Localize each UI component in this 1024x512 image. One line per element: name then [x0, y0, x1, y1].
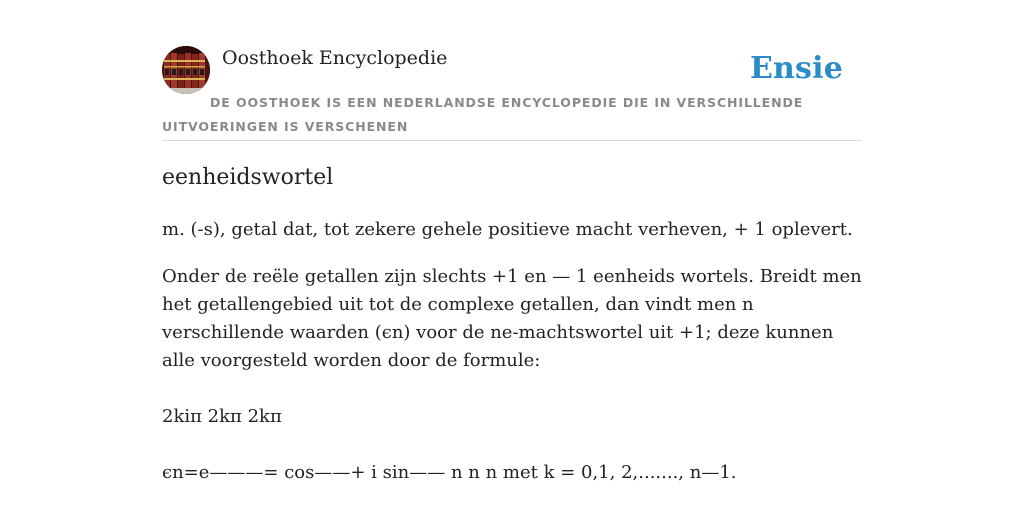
definition-paragraph: m. (-s), getal dat, tot zekere gehele positieve macht verheven, + 1 oplevert.	[162, 219, 853, 240]
books-icon	[162, 46, 210, 94]
formula-numerator-line: 2kiπ 2kπ 2kπ	[162, 406, 282, 427]
site-tagline: DE OOSTHOEK IS EEN NEDERLANDSE ENCYCLOPEDIE DIE IN VERSCHILLENDE UITVOERINGEN IS VERSCHENEN	[162, 95, 804, 134]
site-header	[162, 46, 862, 141]
site-title[interactable]: Oosthoek Encyclopedie	[222, 47, 448, 69]
formula-main-line: ϵn=e———= cos——+ i sin—— n n n met k = 0,1, 2,......., n—1.	[162, 462, 737, 483]
article-title: eenheidswortel	[162, 165, 334, 190]
brand-logo-link[interactable]: Ensie	[749, 51, 843, 86]
body-paragraph: Onder de reële getallen zijn slechts +1 en — 1 eenheids wortels. Breidt men het getallengebied uit tot de complexe getallen, dan vindt men n verschillende waarden (ϵn) voor de ne-machtswortel uit +1; deze kunnen alle voorgesteld worden door de formule:	[162, 266, 862, 371]
encyclopedia-books-avatar[interactable]	[162, 46, 210, 94]
article	[162, 160, 862, 487]
